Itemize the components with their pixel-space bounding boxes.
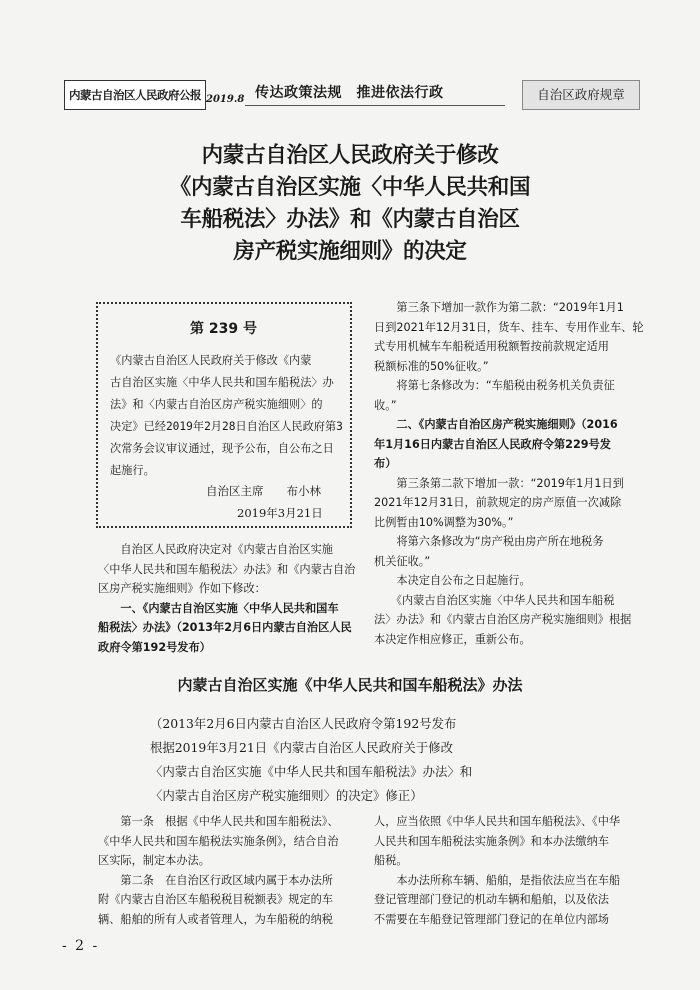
text-line: 船税。 xyxy=(374,854,408,867)
text-line: 第一条 根据《中华人民共和国车船税法》、 xyxy=(98,815,339,828)
notice-line: 决定》已经2019年2月28日自治区人民政府第3 xyxy=(110,420,343,433)
text-line: 本决定作相应修正，重新公布。 xyxy=(374,632,531,646)
header-divider xyxy=(245,105,505,106)
text-line: 法〉办法》和《内蒙古自治区房产税实施细则》根据 xyxy=(374,613,632,626)
subtitle-line: （2013年2月6日内蒙古自治区人民政府令第192号发布 xyxy=(150,716,457,731)
text-line: 税额标准的50%征收。” xyxy=(374,359,489,373)
text-line: 人民共和国车船税法实施条例》和本办法缴纳车 xyxy=(374,834,609,848)
title-line: 内蒙古自治区人民政府关于修改 xyxy=(201,143,499,168)
text-line: 二、《内蒙古自治区房产税实施细则》（2016 xyxy=(374,418,618,431)
text-line: 年1月16日内蒙古自治区人民政府令第229号发 xyxy=(374,437,611,451)
notice-text xyxy=(110,350,343,482)
text-line: 机关征收。” xyxy=(374,554,431,568)
text-line: 日到2021年12月31日，货车、挂车、专用作业车、轮 xyxy=(374,320,644,334)
text-line: 区房产税实施细则》作如下修改： xyxy=(98,582,266,595)
text-line: 第二条 在自治区行政区域内属于本办法所 xyxy=(98,873,333,887)
section-subtitle xyxy=(150,712,570,808)
text-line: 不需要在车船登记管理部门登记的在单位内部场 xyxy=(374,912,609,926)
page-title xyxy=(60,140,640,268)
text-line: 第三条下增加一款作为第二款：“2019年1月1 xyxy=(374,301,624,314)
notice-line: 法》和〈内蒙古自治区房产税实施细则〉的 xyxy=(110,398,323,411)
title-line: 车船税法〉办法》和《内蒙古自治区 xyxy=(180,207,520,232)
notice-line: 古自治区实施〈中华人民共和国车船税法〉办 xyxy=(110,376,334,389)
text-line: 船税法〉办法》（2013年2月6日内蒙古自治区人民 xyxy=(98,621,352,634)
issue-year: 2019.8 xyxy=(206,94,245,105)
text-line: 附《内蒙古自治区车船税税目税额表》规定的车 xyxy=(98,893,333,906)
text-line: 一、《内蒙古自治区实施〈中华人民共和国车 xyxy=(98,601,339,615)
text-line: 式专用机械车车船税适用税额暂按前款规定适用 xyxy=(374,340,609,353)
notice-date: 2019年3月21日 xyxy=(237,506,323,520)
text-line: 登记管理部门登记的机动车辆和船舶，以及依法 xyxy=(374,893,609,906)
header-slogan: 传达政策法规 推进依法行政 xyxy=(255,85,444,101)
decision-intro xyxy=(98,540,368,657)
notice-number: 第 239 号 xyxy=(190,321,257,337)
journal-name: 内蒙古自治区人民政府公报 xyxy=(64,80,206,110)
text-line: 人，应当依照《中华人民共和国车船税法》、《中华 xyxy=(374,815,621,828)
text-line: 比例暂由10%调整为30%。” xyxy=(374,515,514,529)
text-line: 《中华人民共和国车船税法实施条例》，结合自治 xyxy=(98,834,339,848)
text-line: 自治区人民政府决定对《内蒙古自治区实施 xyxy=(98,543,333,556)
text-line: 收。” xyxy=(374,398,397,412)
text-line: 将第七条修改为：“车船税由税务机关负责征 xyxy=(374,379,615,392)
notice-line: 《内蒙古自治区人民政府关于修改《内蒙 xyxy=(110,354,312,367)
notice-line: 起施行。 xyxy=(110,464,155,477)
text-line: 《内蒙古自治区实施〈中华人民共和国车船税 xyxy=(374,593,615,607)
subtitle-line: 根据2019年3月21日《内蒙古自治区人民政府关于修改 xyxy=(150,740,453,755)
section-label: 自治区政府规章 xyxy=(522,80,640,110)
text-line: 〈中华人民共和国车船税法〉办法》和《内蒙古自治 xyxy=(98,562,356,576)
decision-amendments xyxy=(374,298,644,649)
section-title: 内蒙古自治区实施《中华人民共和国车船税法》办法 xyxy=(177,676,523,694)
text-line: 第三条第二款下增加一款：“2019年1月1日到 xyxy=(374,476,624,490)
article-left-column xyxy=(98,812,368,929)
notice-signer: 自治区主席 布小林 xyxy=(206,484,321,498)
text-line: 区实际，制定本办法。 xyxy=(98,854,210,867)
article-right-column xyxy=(374,812,644,929)
subtitle-line: 〈内蒙古自治区房产税实施细则〉的决定》修正） xyxy=(150,788,423,803)
title-line: 《内蒙古自治区实施〈中华人民共和国 xyxy=(169,175,531,200)
text-line: 辆、船舶的所有人或者管理人，为车船税的纳税 xyxy=(98,912,333,926)
text-line: 布） xyxy=(374,457,397,470)
subtitle-line: 〈内蒙古自治区实施《中华人民共和国车船税法》办法〉和 xyxy=(150,764,473,779)
text-line: 将第六条修改为“房产税由房产所在地税务 xyxy=(374,535,604,548)
notice-line: 次常务会议审议通过，现予公布，自公布之日 xyxy=(110,442,334,455)
text-line: 2021年12月31日，前款规定的房产原值一次减除 xyxy=(374,496,622,509)
page-number: - 2 - xyxy=(62,938,100,954)
text-line: 本办法所称车辆、船舶，是指依法应当在车船 xyxy=(374,873,621,887)
text-line: 本决定自公布之日起施行。 xyxy=(374,574,531,587)
title-line: 房产税实施细则》的决定 xyxy=(233,239,467,264)
text-line: 政府令第192号发布） xyxy=(98,640,211,654)
